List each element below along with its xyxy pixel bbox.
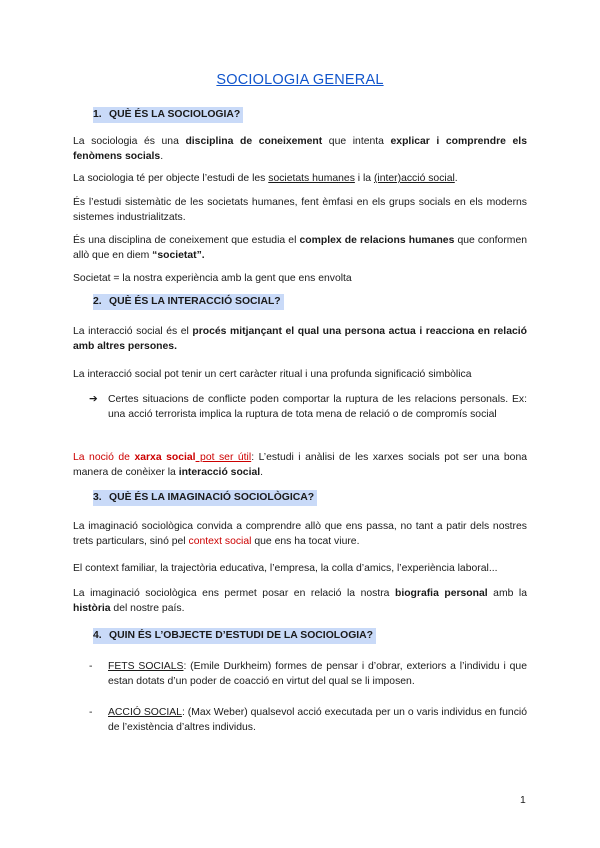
document-page: SOCIOLOGIA GENERAL 1. QUÈ ÉS LA SOCIOLOGIA? La sociologia és una disciplina de coneixement que intenta explicar i comprendre els fenòmens socials. La sociologia té per objecte l’estudi de les societats humanes i la (inter)acció social. És l’estudi sistemàtic de les societats humanes, fent èmfasi en els grups socials en els moderns sistemes industrialitzats. És una disciplina de coneixement que estudia el complex de relacions humanes que conformen allò que en diem “societat”. Societat = la nostra experiència amb la gent que ens envolta 2. QUÈ ÉS LA INTERACCIÓ SOCIAL? La interacció social és el procés mitjançant el qual una persona actua i reacciona en relació amb altres persones. La interacció social pot tenir un cert caràcter ritual i una profunda significació simbòlica ➔ Certes situacions de conflicte poden comportar la ruptura de les relacions personals. Ex: una acció terrorista implica la ruptura de tota mena de relació o de compromís social La noció de xarxa social pot ser útil: L’estudi i anàlisi de les xarxes socials pot ser una bona manera de conèixer la interacció social. 3. QUÈ ÉS LA IMAGINACIÓ SOCIOLÒGICA? La imaginació sociològica convida a comprendre allò que ens passa, no tant a patir dels nostres trets particulars, sinó pel context social que ens ha tocat viure. El context familiar, la trajectòria educativa, l’empresa, la colla d’amics, l’experiència laboral... La imaginació sociològica ens permet posar en relació la nostra biografia personal amb la història del nostre país. 4. QUIN ÉS L’OBJECTE D’ESTUDI DE LA SOCIOLOGIA? - FETS SOCIALS: (Emile Durkheim) formes de pensar i d’obrar, exteriors a l’individu i que estan dotats d’un poder de coacció en virtut del qual se li imposen. - ACCIÓ SOCIAL: (Max Weber) qualsevol acció executada per un o varis individus en funció de l’existència d’altres individus. 1 [0,0,600,848]
s2-paragraph-3: La noció de xarxa social pot ser útil: L’estudi i anàlisi de les xarxes socials pot ser una bona manera de conèixer la interacció social. [73,452,527,478]
section-1-heading [93,107,243,123]
s1-paragraph-4: És una disciplina de coneixement que estudia el complex de relacions humanes que conformen allò que en diem “societat”. [73,235,528,261]
s3-paragraph-3: La imaginació sociològica ens permet posar en relació la nostra biografia personal amb la història del nostre país. [73,588,527,614]
fets-socials-label: FETS SOCIALS [108,661,184,672]
section-2-number: 2. [93,296,102,307]
s2-paragraph-1: La interacció social és el procés mitjançant el qual una persona actua i reacciona en relació amb altres persones. [73,326,527,352]
section-1-number: 1. [93,109,102,120]
dash-bullet-1: - [89,661,93,672]
section-2-title: QUÈ ÉS LA INTERACCIÓ SOCIAL? [109,296,281,307]
section-4-title: QUIN ÉS L’OBJECTE D’ESTUDI DE LA SOCIOLOGIA? [109,630,374,641]
section-3-heading [93,490,317,506]
s1-paragraph-1: La sociologia és una disciplina de coneixement que intenta explicar i comprendre els fenòmens socials. [73,136,527,162]
s2-bullet-text: Certes situacions de conflicte poden comportar la ruptura de les relacions personals. Ex: una acció terrorista implica la ruptura de tota mena de relació o de compromís social [108,394,527,420]
dash-bullet-2: - [89,707,93,718]
section-3-title: QUÈ ÉS LA IMAGINACIÓ SOCIOLÒGICA? [109,492,315,503]
section-1-title: QUÈ ÉS LA SOCIOLOGIA? [109,109,241,120]
s1-paragraph-2: La sociologia té per objecte l’estudi de les societats humanes i la (inter)acció social. [73,173,458,184]
section-2-heading [93,294,284,310]
s1-paragraph-3: És l’estudi sistemàtic de les societats humanes, fent èmfasi en els grups socials en els moderns sistemes industrialitzats. [73,197,527,223]
s2-paragraph-2: La interacció social pot tenir un cert caràcter ritual i una profunda significació simbòlica [73,369,472,380]
section-4-heading [93,628,376,644]
section-3-number: 3. [93,492,102,503]
page-number: 1 [520,795,526,806]
s3-paragraph-2: El context familiar, la trajectòria educativa, l’empresa, la colla d’amics, l’experiència laboral... [73,563,498,574]
accio-social-label: ACCIÓ SOCIAL [108,707,182,718]
arrow-icon: ➔ [89,394,98,405]
document-title: SOCIOLOGIA GENERAL [216,72,384,88]
s1-paragraph-5: Societat = la nostra experiència amb la gent que ens envolta [73,273,352,284]
section-4-number: 4. [93,630,102,641]
s3-paragraph-1: La imaginació sociològica convida a comprendre allò que ens passa, no tant a patir dels nostres trets particulars, sinó pel context social que ens ha tocat viure. [73,521,527,547]
